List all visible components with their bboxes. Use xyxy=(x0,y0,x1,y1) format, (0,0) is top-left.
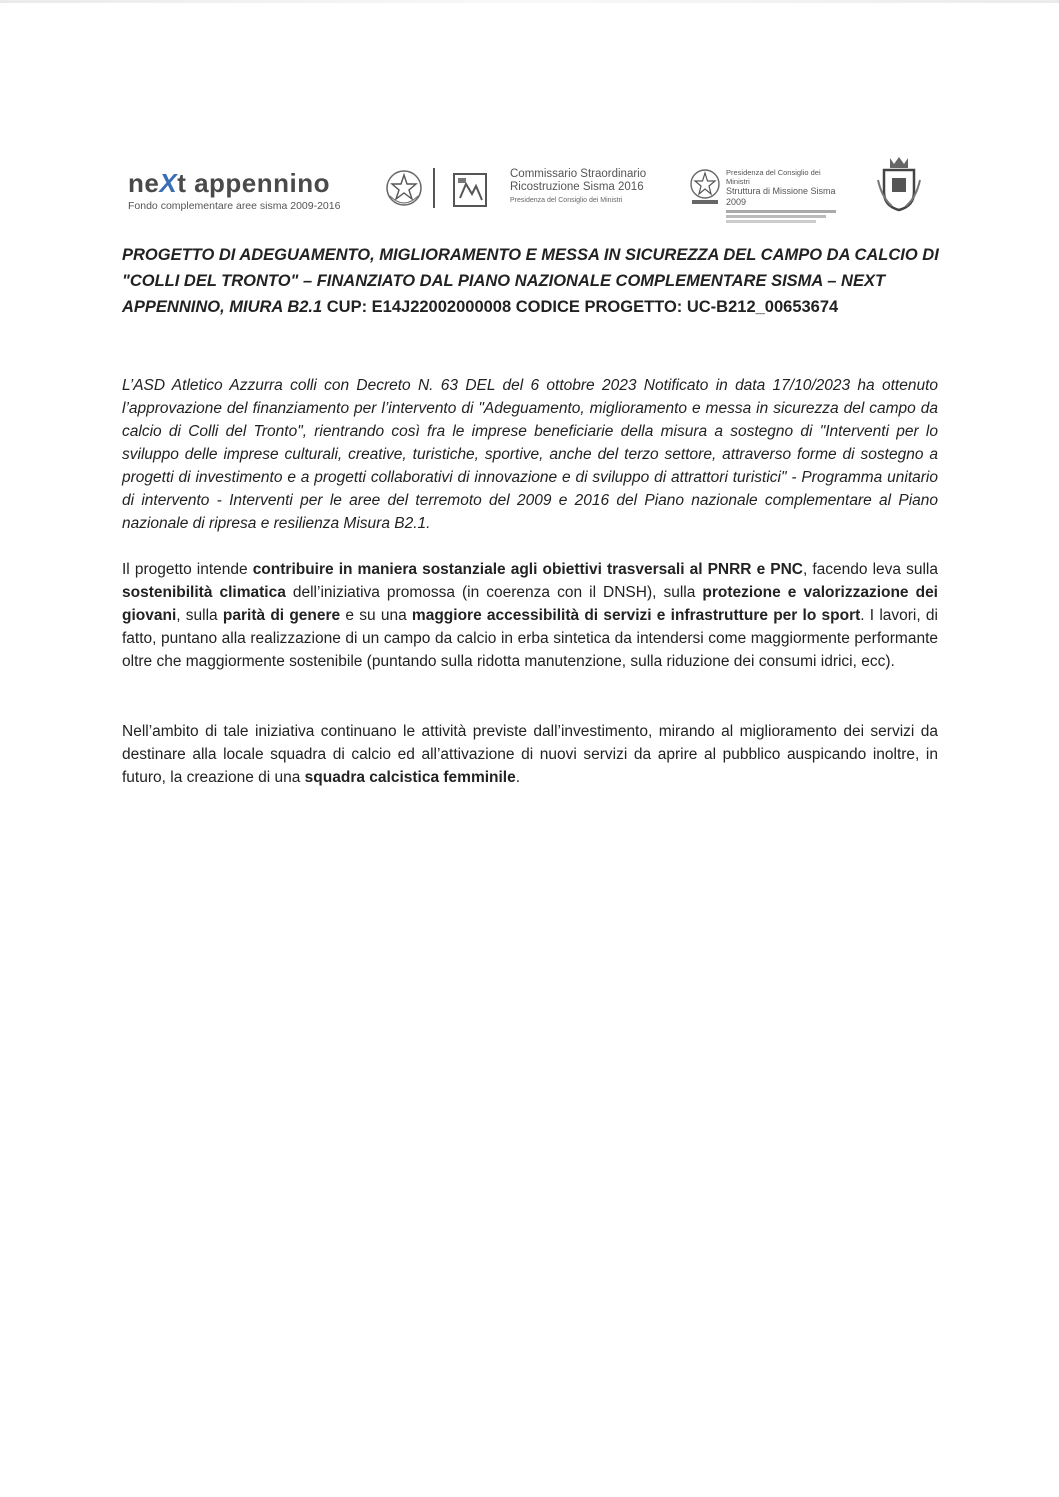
presidenza-text: Presidenza del Consiglio dei Ministri Struttura di Missione Sisma 2009 xyxy=(726,168,846,225)
paragraph-decree: L’ASD Atletico Azzurra colli con Decreto N. 63 DEL del 6 ottobre 2023 Notificato in data 17/10/2023 ha ottenuto l’approvazione del finanziamento per l’intervento di "Adeguamento, miglioramento e messa in sicurezza del campo da calcio di Colli del Tronto", rientrando così fra le imprese beneficiarie della misura a sostegno di "Interventi per lo sviluppo delle imprese culturali, creative, turistiche, sportive, anche del terzo settore, attraverso forme di sostegno a progetti di investimento e a progetti collaborativi di innovazione e di sviluppo di attrattori turistici" - Programma unitario di intervento - Interventi per le aree del terremoto del 2009 e 2016 del Piano nazionale complementare al Piano nazionale di ripresa e resilienza Misura B2.1. xyxy=(122,377,938,532)
next-appennino-subtitle: Fondo complementare aree sisma 2009-2016 xyxy=(128,200,341,212)
paragraph-activities: Nell’ambito di tale iniziativa continuano le attività previste dall’investimento, mirando al miglioramento dei servizi da destinare alla locale squadra di calcio ed all’attivazione di nuovi servizi da aprire al pubblico auspicando inoltre, in futuro, la creazione di una squadra calcistica femminile. xyxy=(122,723,938,786)
logo-divider xyxy=(433,168,435,208)
italy-emblem-icon xyxy=(384,166,424,210)
presidenza-small-print xyxy=(726,210,846,223)
commissario-text: Commissario Straordinario Ricostruzione Sisma 2016 Presidenza del Consiglio dei Ministri xyxy=(510,168,647,204)
commissario-logo-icon xyxy=(452,172,488,208)
municipal-crest-icon xyxy=(876,154,922,212)
italy-emblem-icon xyxy=(688,166,722,206)
scan-edge xyxy=(0,0,1059,3)
paragraph-objectives: Il progetto intende contribuire in maniera sostanziale agli obiettivi trasversali al PNRR e PNC, facendo leva sulla sostenibilità climatica dell’iniziativa promossa (in coerenza con il DNSH), sulla protezione e valorizzazione dei giovani, sulla parità di genere e su una maggiore accessibilità di servizi e infrastrutture per lo sport. I lavori, di fatto, puntano alla realizzazione di un campo da calcio in erba sintetica da intendersi come maggiormente performante oltre che maggiormente sostenibile (puntando sulla ridotta manutenzione, sulla riduzione dei consumi idrici, ecc). xyxy=(122,561,938,670)
next-appennino-logo xyxy=(128,168,354,212)
document-title: PROGETTO DI ADEGUAMENTO, MIGLIORAMENTO E MESSA IN SICUREZZA DEL CAMPO DA CALCIO DI "COLLI DEL TRONTO" – FINANZIATO DAL PIANO NAZIONALE COMPLEMENTARE SISMA – NEXT APPENNINO, MIURA B2.1 CUP: E14J22002000008 CODICE PROGETTO: UC-B212_00653674 xyxy=(122,246,939,316)
next-appennino-wordmark: neXt appennino xyxy=(128,168,331,198)
